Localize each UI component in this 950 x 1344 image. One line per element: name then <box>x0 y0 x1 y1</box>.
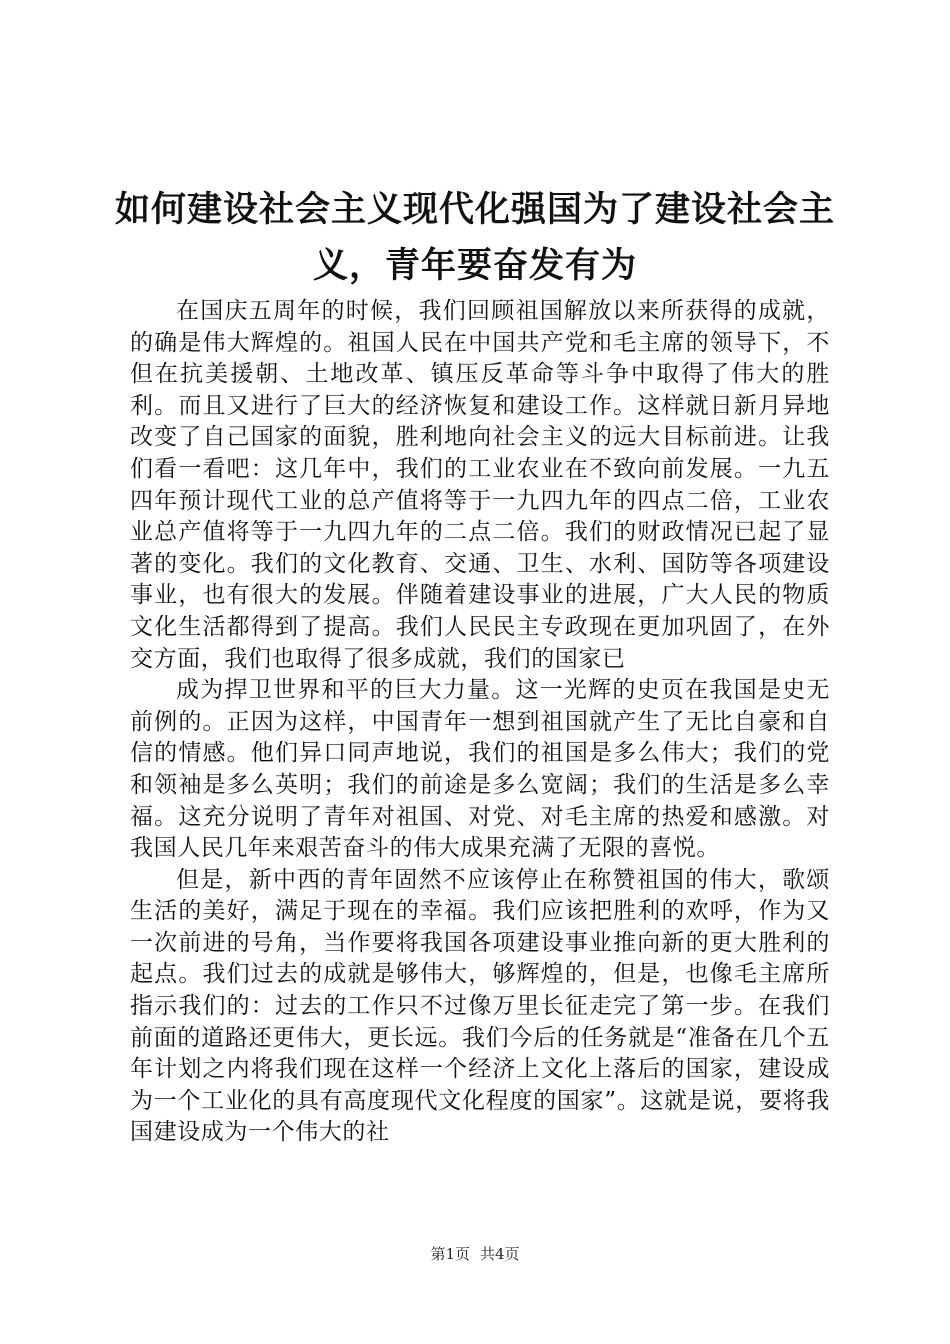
paragraph-1: 在国庆五周年的时候，我们回顾祖国解放以来所获得的成就，的确是伟大辉煌的。祖国人民在中国共产党和毛主席的领导下，不但在抗美援朝、土地改革、镇压反革命等斗争中取得了伟大的胜利。而且又进行了巨大的经济恢复和建设工作。这样就日新月异地改变了自己国家的面貌，胜利地向社会主义的远大目标前进。让我们看一看吧：这几年中，我们的工业农业在不致向前发展。一九五四年预计现代工业的总产值将等于一九四九年的四点二倍，工业农业总产值将等于一九四九年的二点二倍。我们的财政情况已起了显著的变化。我们的文化教育、交通、卫生、水利、国防等各项建设事业，也有很大的发展。伴随着建设事业的进展，广大人民的物质文化生活都得到了提高。我们人民民主专政现在更加巩固了，在外交方面，我们也取得了很多成就，我们的国家已 <box>130 298 830 672</box>
page-number: 第1页 <box>430 1245 470 1263</box>
document-title: 如何建设社会主义现代化强国为了建设社会主义，青年要奋发有为 <box>114 189 835 286</box>
page-total: 共4页 <box>480 1245 520 1263</box>
document-body <box>130 296 830 1149</box>
page-footer <box>0 1243 950 1265</box>
paragraph-2: 成为捍卫世界和平的巨大力量。这一光辉的史页在我国是史无前例的。正因为这样，中国青年一想到祖国就产生了无比自豪和自信的情感。他们异口同声地说，我们的祖国是多么伟大；我们的党和领袖是多么英明；我们的前途是多么宽阔；我们的生活是多么幸福。这充分说明了青年对祖国、对党、对毛主席的热爱和感激。对我国人民几年来艰苦奋斗的伟大成果充满了无限的喜悦。 <box>130 677 830 862</box>
paragraph-3: 但是，新中西的青年固然不应该停止在称赞祖国的伟大，歌颂生活的美好，满足于现在的幸福。我们应该把胜利的欢呼，作为又一次前进的号角，当作要将我国各项建设事业推向新的更大胜利的起点。我们过去的成就是够伟大，够辉煌的，但是，也像毛主席所指示我们的：过去的工作只不过像万里长征走完了第一步。在我们前面的道路还更伟大，更长远。我们今后的任务就是“准备在几个五年计划之内将我们现在这样一个经济上文化上落后的国家，建设成为一个工业化的具有高度现代文化程度的国家”。这就是说，要将我国建设成为一个伟大的社 <box>130 866 830 1146</box>
